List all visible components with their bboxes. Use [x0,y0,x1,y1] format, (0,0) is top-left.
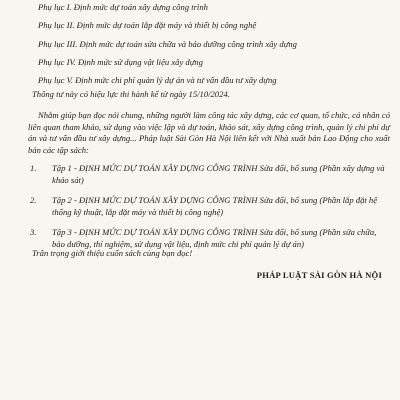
volume-number: 2. [30,195,37,206]
volume-note: Sửa đổi, bổ sung (Phần lắp đặt hệ thống kỹ thuật, lắp đặt máy và thiết bị công nghệ) [52,195,378,217]
appendix-item: Phụ lục IV. Định mức sử dụng vật liệu xây dựng [38,56,203,67]
appendix-item: Phụ lục II. Định mức dự toán lắp đặt máy và thiết bị công nghệ [38,20,257,31]
intro-text: Nhằm giúp bạn đọc nói chung, những người làm công tác xây dựng, các cơ quan, tổ chức, cá nhân có liên quan tham khảo, sử dụng vào việc lập và dự toán, khảo sát, xây dựng công trình, quản lý chi phí dự án và tư vấn đầu tư xây dựng... Pháp luật Sài Gòn Hà Nội liên kết với Nhà xuất bản Lao Động cho xuất bản các tập sách: [28,110,390,155]
volume-item [28,195,390,218]
closing-line: Trân trọng giới thiệu cuốn sách cùng bạn đọc! [32,248,193,258]
appendix-item: Phụ lục III. Định mức dự toán sửa chữa và bảo dưỡng công trình xây dựng [38,38,297,49]
appendix-list [38,0,383,89]
appendix-item: Phụ lục I. Định mức dự toán xây dựng công trình [38,2,208,12]
volume-note: Sửa đổi, bổ sung (Phần xây dựng và khảo sát) [52,163,385,185]
volume-item [28,163,390,186]
intro-paragraph [28,110,390,156]
volume-list [28,163,390,260]
publisher-signature: PHÁP LUẬT SÀI GÒN HÀ NỘI [256,270,382,280]
appendix-item: Phụ lục V. Định mức chi phí quản lý dự án và tư vấn đầu tư xây dựng [38,75,277,86]
volume-title: Tập 3 - ĐỊNH MỨC DỰ TOÁN XÂY DỰNG CÔNG TRÌNH [52,227,258,238]
volume-note: Sửa đổi, bổ sung (Phần sửa chữa, bảo dưỡng, thí nghiệm, sử dụng vật liệu, định mức chi phí quản lý dự án) [52,227,377,249]
volume-title: Tập 1 - ĐỊNH MỨC DỰ TOÁN XÂY DỰNG CÔNG TRÌNH [52,163,258,173]
volume-title: Tập 2 - ĐỊNH MỨC DỰ TOÁN XÂY DỰNG CÔNG TRÌNH [52,195,258,206]
volume-number: 1. [30,163,37,173]
volume-number: 3. [30,227,37,238]
effective-note: Thông tư này có hiệu lực thi hành kể từ ngày 15/10/2024. [32,89,230,99]
